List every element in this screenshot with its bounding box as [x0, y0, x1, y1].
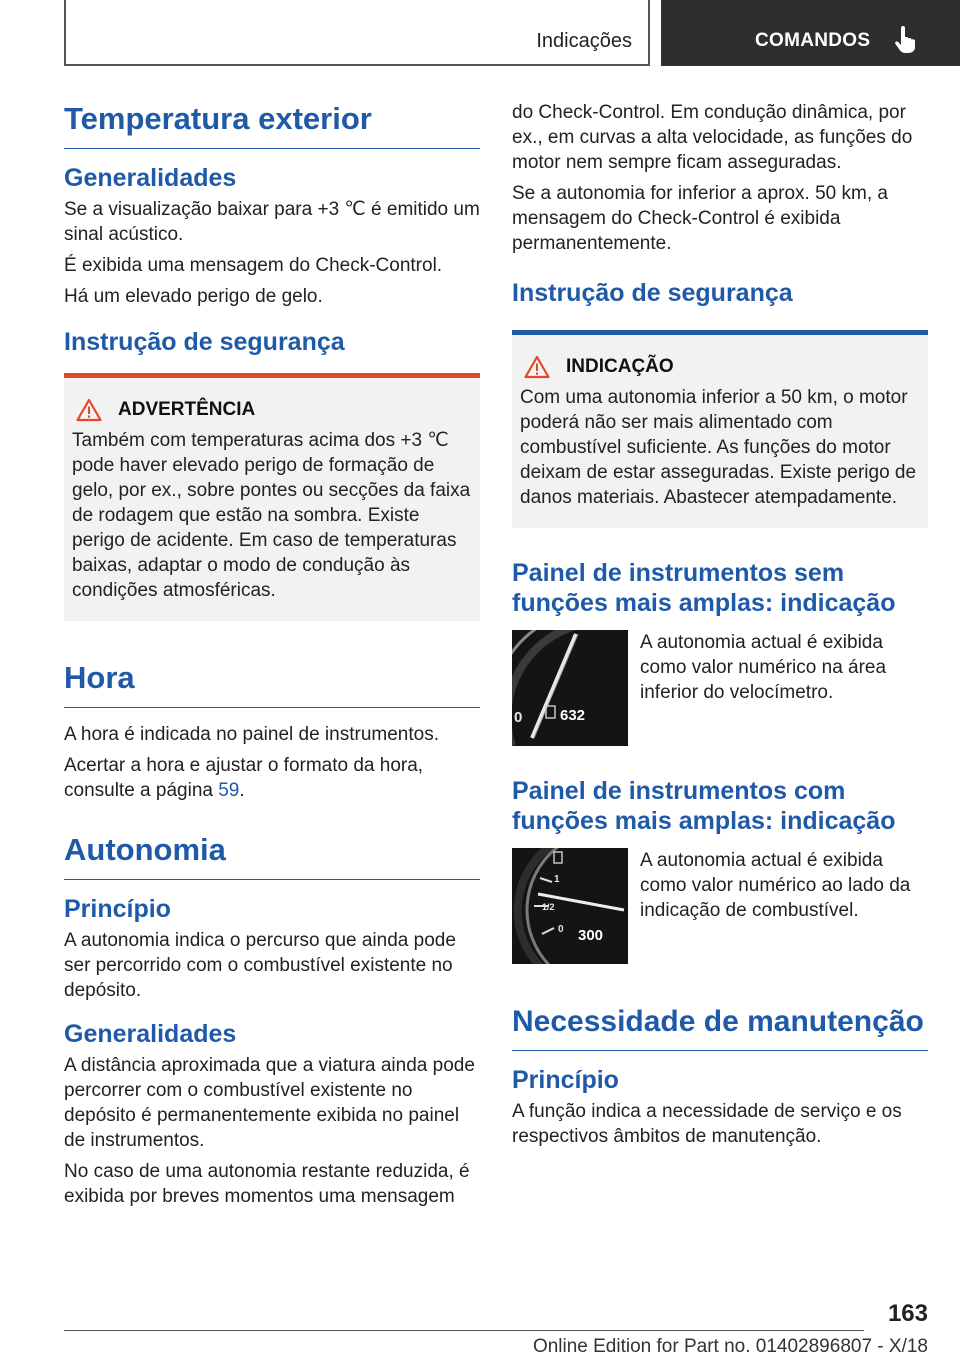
fuel-gauge-range-image: [512, 848, 628, 964]
autonomia-general-p2: No caso de uma autonomia restante reduzida, é exibida por breves momentos uma mensagem: [64, 1161, 470, 1207]
heading-painel-sem-funcoes: Painel de instrumentos sem funções mais amplas: indicação: [512, 559, 896, 617]
note-box: [512, 330, 928, 528]
temp-paragraph-3: Há um elevado perigo de gelo.: [64, 286, 323, 307]
autonomia-general-p1: A distância aproximada que a viatura ainda pode percorrer com o combustível existente no depósito é permanentemente exibida no painel de instrumentos.: [64, 1055, 475, 1151]
warning-title: ADVERTÊNCIA: [118, 399, 256, 420]
hand-pointer-icon: [893, 24, 919, 54]
heading-principio-manutencao: Princípio: [512, 1066, 619, 1094]
speedometer-range-image: [512, 630, 628, 746]
right-column: [512, 100, 928, 1155]
left-column: [64, 100, 480, 1215]
maintenance-principle-text: A função indica a necessidade de serviço e os respectivos âmbitos de manutenção.: [512, 1101, 902, 1147]
warning-triangle-icon: [76, 398, 102, 422]
temp-paragraph-1: Se a visualização baixar para +3 ℃ é emitido um sinal acústico.: [64, 199, 480, 245]
header-section-title: Indicações: [536, 30, 632, 52]
header-section-box: [64, 0, 650, 66]
footer-divider: [64, 1330, 864, 1331]
chapter-tab-label: COMANDOS: [755, 30, 871, 51]
heading-hora: Hora: [64, 659, 480, 708]
heading-instrucao-seguranca-left: Instrução de segurança: [64, 328, 345, 356]
hora-paragraph-2-end: .: [239, 780, 245, 801]
gauge-half-label: 1/2: [542, 902, 555, 912]
heading-generalidades-autonomia: Generalidades: [64, 1020, 237, 1048]
temp-paragraph-2: É exibida uma mensagem do Check-Control.: [64, 255, 443, 276]
continuation-paragraph-2: Se a autonomia for inferior a aprox. 50 km, a mensagem do Check-Control é exibida permanentemente.: [512, 183, 888, 254]
chapter-tab[interactable]: [661, 0, 960, 66]
hora-paragraph-2-text: Acertar a hora e ajustar o formato da hora, consulte a página: [64, 755, 424, 801]
panel2-figure-row: [512, 848, 928, 964]
note-title-row: [520, 355, 920, 379]
panel2-description: A autonomia actual é exibida como valor numérico ao lado da indicação de combustível.: [640, 850, 911, 921]
heading-instrucao-seguranca-right: Instrução de segurança: [512, 279, 793, 307]
warning-box: [64, 373, 480, 621]
heading-temperatura-exterior: Temperatura exterior: [64, 100, 480, 149]
heading-generalidades-temp: Generalidades: [64, 164, 237, 192]
gauge-range-value: 632: [560, 707, 586, 724]
gauge-range-value: 300: [578, 927, 604, 944]
footer-edition: Online Edition for Part no. 01402896807 - X/18: [532, 1336, 928, 1357]
hora-paragraph-2: [64, 753, 480, 803]
gauge-full-label: 1: [554, 874, 560, 885]
warning-text: Também com temperaturas acima dos +3 ℃ pode haver elevado perigo de formação de gelo, por ex., sobre pontes ou secções da faixa de rodagem que estão na sombra. Existe perigo de acidente. Em caso de temperaturas baixas, adaptar o modo de condução às condições atmosféricas.: [72, 430, 471, 601]
continuation-paragraph-1: do Check-Control. Em condução dinâmica, por ex., em curvas a alta velocidade, as funções do motor nem sempre ficam asseguradas.: [512, 102, 913, 173]
note-text: Com uma autonomia inferior a 50 km, o motor poderá não ser mais alimentado com combustível suficiente. As funções do motor deixam de estar asseguradas. Existe perigo de danos materiais. Abastecer atempadamente.: [520, 387, 917, 508]
warning-triangle-icon: [524, 355, 550, 379]
page-number: 163: [887, 1300, 928, 1327]
panel1-description: A autonomia actual é exibida como valor numérico na área inferior do velocímetro.: [640, 632, 887, 703]
heading-painel-com-funcoes: Painel de instrumentos com funções mais amplas: indicação: [512, 777, 896, 835]
warning-title-row: [72, 398, 472, 422]
panel1-figure-row: [512, 630, 928, 746]
autonomia-principle-text: A autonomia indica o percurso que ainda pode ser percorrido com o combustível existente no depósito.: [64, 930, 456, 1001]
gauge-zero-label: 0: [514, 709, 523, 726]
page-link-59[interactable]: 59: [218, 780, 240, 801]
note-title: INDICAÇÃO: [566, 356, 674, 377]
heading-necessidade-manutencao: Necessidade de manutenção: [512, 1004, 928, 1051]
heading-autonomia: Autonomia: [64, 831, 480, 880]
heading-principio-autonomia: Princípio: [64, 895, 171, 923]
gauge-empty-label: 0: [558, 924, 564, 935]
hora-paragraph-1: A hora é indicada no painel de instrumentos.: [64, 724, 439, 745]
